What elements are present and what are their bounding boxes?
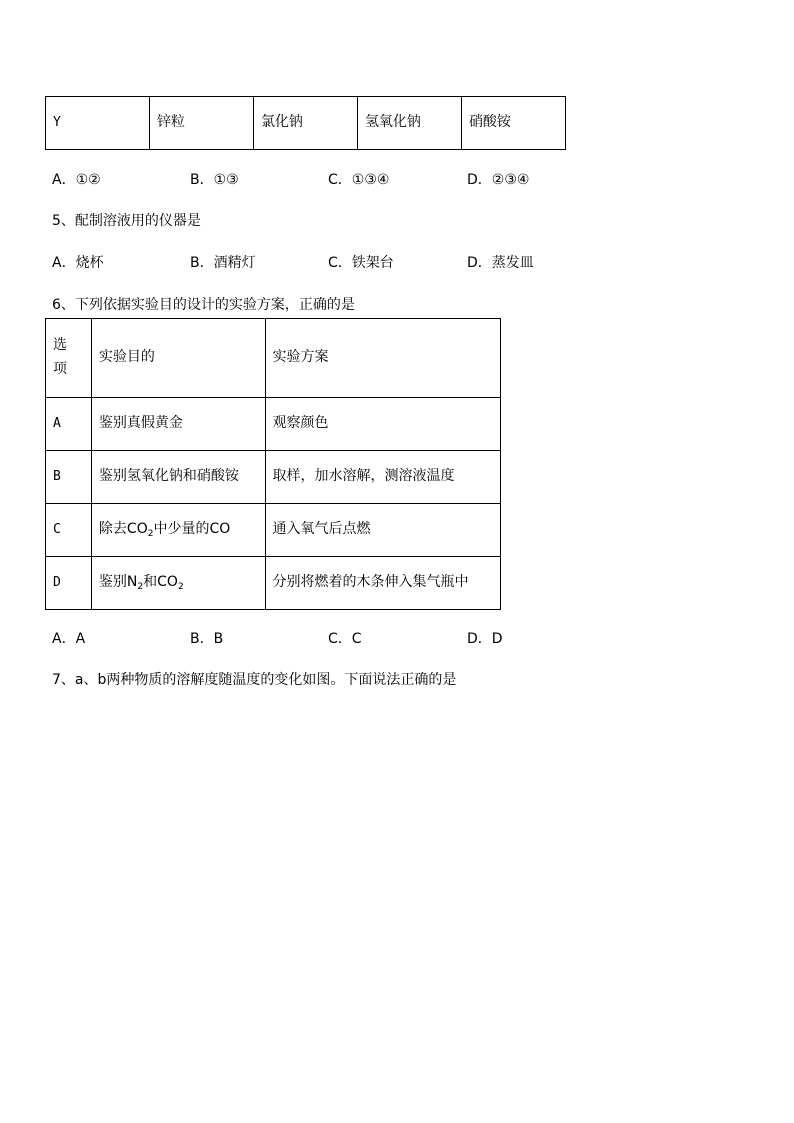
table-row [46, 97, 566, 150]
row-key: B [46, 451, 92, 504]
row-key: C [46, 504, 92, 557]
row-plan: 分别将燃着的木条伸入集气瓶中 [265, 557, 500, 610]
row-key: D [46, 557, 92, 610]
header-option: 选 项 [46, 319, 92, 398]
table-cell: 氢氧化钠 [357, 97, 461, 150]
table-cell: 锌粒 [149, 97, 253, 150]
table-cell: Y [46, 97, 150, 150]
q7-stem: 7、a、b两种物质的溶解度随温度的变化如图。下面说法正确的是 [52, 672, 457, 688]
q4-option-d: D．②③④ [467, 172, 530, 188]
q5-option-d: D．蒸发皿 [467, 255, 534, 271]
q6-stem: 6、下列依据实验目的设计的实验方案，正确的是 [52, 297, 355, 313]
reagent-table [45, 96, 566, 150]
q4-option-c: C．①③④ [328, 172, 390, 188]
q6-option-a: A．A [52, 631, 86, 647]
row-plan: 通入氧气后点燃 [265, 504, 500, 557]
table-row [46, 557, 501, 610]
row-key: A [46, 398, 92, 451]
table-row [46, 398, 501, 451]
row-purpose: 鉴别真假黄金 [91, 398, 265, 451]
q6-option-b: B．B [190, 631, 224, 647]
table-header-row [46, 319, 501, 398]
q5-option-a: A．烧杯 [52, 255, 104, 271]
row-purpose: 除去$CO_2$中少量的CO [91, 504, 265, 557]
q5-stem: 5、配制溶液用的仪器是 [52, 213, 201, 229]
table-row [46, 451, 501, 504]
row-plan: 观察颜色 [265, 398, 500, 451]
row-plan: 取样，加水溶解，测溶液温度 [265, 451, 500, 504]
table-cell: 氯化钠 [253, 97, 357, 150]
q4-option-b: B．①③ [190, 172, 239, 188]
q6-option-c: C．C [328, 631, 362, 647]
q5-option-b: B．酒精灯 [190, 255, 256, 271]
header-purpose: 实验目的 [91, 319, 265, 398]
row-purpose: 鉴别氢氧化钠和硝酸铵 [91, 451, 265, 504]
q6-option-d: D．D [467, 631, 503, 647]
table-row [46, 504, 501, 557]
experiment-table [45, 318, 501, 610]
q5-option-c: C．铁架台 [328, 255, 394, 271]
header-plan: 实验方案 [265, 319, 500, 398]
table-cell: 硝酸铵 [461, 97, 565, 150]
q4-option-a: A．①② [52, 172, 101, 188]
row-purpose: 鉴别$N_2$和$CO_2$ [91, 557, 265, 610]
